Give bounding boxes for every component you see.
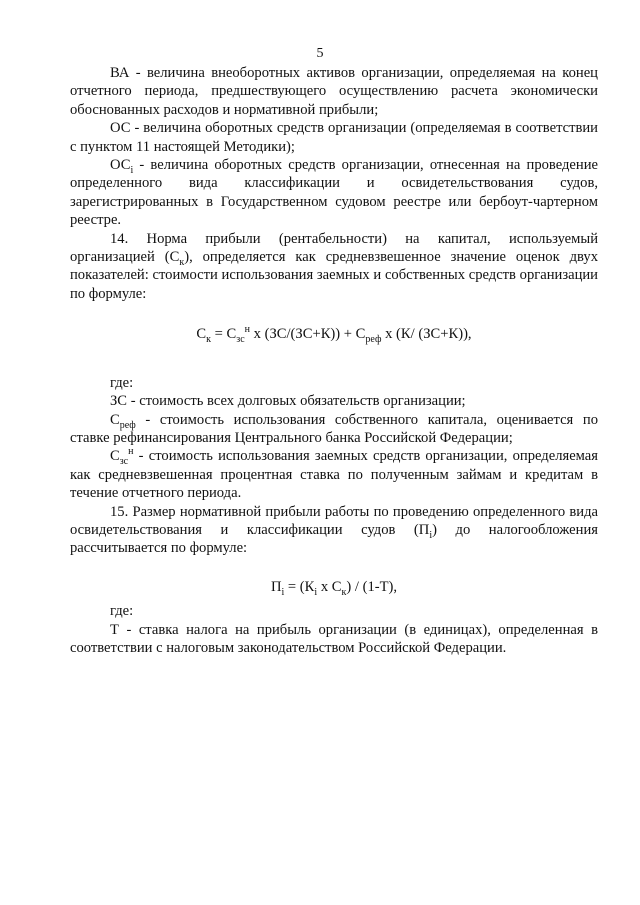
paragraph-zs: ЗС - стоимость всех долговых обязательств организации; (110, 393, 466, 410)
formula1-c1: С (226, 326, 237, 343)
paragraph-szs (70, 447, 598, 502)
paragraph-sref (70, 411, 598, 448)
p15-text-b: ) до налогообложения рассчитывается по формуле: (70, 521, 598, 557)
formula1-term1: х (ЗС/(ЗС+К)) + (250, 326, 356, 343)
formula1-lhs: С (196, 326, 207, 343)
szs-subscript: зс (119, 456, 129, 468)
paragraph-t: Т - ставка налога на прибыль организации (в единицах), определенная в соответствии с налоговым законодательством Российской Федерации. (70, 621, 598, 656)
formula1-eq: = (210, 326, 227, 343)
p14-subscript: к (179, 256, 185, 268)
formula1-c2: С (355, 326, 366, 343)
where-label: где: (110, 374, 134, 391)
page-number: 5 (316, 46, 324, 61)
formula2-k-sub: i (314, 586, 318, 598)
sref-subscript: реф (119, 419, 136, 431)
paragraph-ba: ВА - величина внеоборотных активов организации, определяемая на конец отчетного периода, предшествующего осуществлению расчета экономически обоснованных расходов и нормативной прибыли; (70, 65, 598, 118)
szs-symbol: С (110, 448, 120, 465)
p14-text-a: 14. Норма прибыли (рентабельности) на капитал, используемый организацией (С (70, 230, 598, 266)
formula1-c1-sup: н (244, 324, 250, 336)
sref-text: - стоимость использования собственного капитала, оценивается по ставке рефинансирования Центрального банка Российской Федерации; (70, 411, 598, 446)
formula1-lhs-sub: к (206, 334, 211, 346)
paragraph-14 (70, 230, 598, 304)
formula1-c1-sub: зс (236, 334, 245, 346)
formula1-term2: х (К/ (ЗС+К)), (381, 326, 472, 343)
formula-ck (70, 324, 598, 346)
formula2-term1: = (К (284, 578, 315, 595)
formula2-lhs-sub: i (281, 586, 285, 598)
paragraph-osi (70, 156, 598, 230)
document-body (70, 64, 598, 657)
formula2-c-sub: к (341, 586, 347, 598)
paragraph-15 (70, 503, 598, 558)
osi-text: - величина оборотных средств организации, отнесенная на проведение определенного вида классификации и освидетельствования судов, зарегистрированных в Государственном судовом реестре или бербоут-чартерном реестре. (70, 157, 598, 229)
formula2-term3: ) / (1-Т), (346, 578, 398, 595)
p15-subscript: i (429, 529, 433, 541)
szs-text: - стоимость использования заемных средств организации, определяемая как средневзвешенная процентная ставка по полученным займам и кредитам в течение отчетного периода. (70, 448, 598, 502)
where-label-2: где: (110, 603, 134, 620)
osi-subscript: i (130, 164, 134, 176)
sref-symbol: С (110, 411, 120, 428)
formula2-lhs: П (270, 578, 282, 595)
p15-text-a: 15. Размер нормативной прибыли работы по проведению определенного вида освидетельствования и классификации судов (П (70, 503, 598, 538)
p14-text-b: ), определяется как средневзвешенное значение оценок двух показателей: стоимости использования заемных и собственных средств организации по формуле: (70, 249, 598, 302)
formula1-c2-sub: реф (365, 334, 382, 346)
paragraph-os: ОС - величина оборотных средств организации (определяемая в соответствии с пунктом 11 настоящей Методики); (70, 120, 598, 155)
szs-superscript: н (128, 446, 134, 458)
formula2-term2: х С (317, 578, 342, 595)
formula-pi (70, 578, 598, 596)
osi-symbol: ОС (110, 157, 131, 174)
